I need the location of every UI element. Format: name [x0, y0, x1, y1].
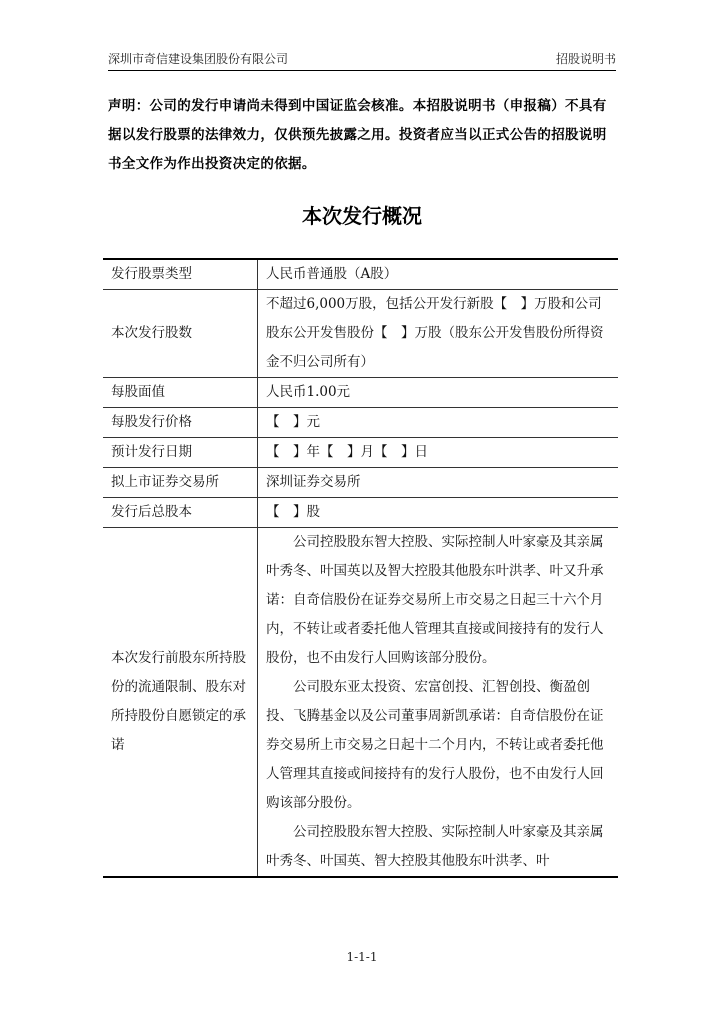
- table-row: [103, 259, 618, 290]
- row-label: 每股发行价格: [103, 408, 258, 438]
- table-row: [103, 468, 618, 498]
- lockup-paragraph: 公司控股股东智大控股、实际控制人叶家豪及其亲属叶秀冬、叶国英、智大控股其他股东叶洪孝、叶: [266, 824, 604, 869]
- row-value: 【 】年【 】月【 】日: [258, 438, 619, 468]
- row-value: 深圳证券交易所: [258, 468, 619, 498]
- row-value: 人民币普通股（A股）: [258, 259, 619, 290]
- lockup-paragraph: 公司股东亚太投资、宏富创投、汇智创投、衡盈创投、飞腾基金以及公司董事周新凯承诺：自奇信股份在证券交易所上市交易之日起十二个月内，不转让或者委托他人管理其直接或间接持有的发行人股份，也不由发行人回购该部分股份。: [266, 679, 604, 811]
- row-value: 人民币1.00元: [258, 378, 619, 408]
- table-row: [103, 498, 618, 528]
- header-company-name: 深圳市奇信建设集团股份有限公司: [108, 52, 289, 66]
- table-row: [103, 378, 618, 408]
- row-value: 不超过6,000万股，包括公开发行新股【 】万股和公司股东公开发售股份【 】万股（股东公开发售股份所得资金不归公司所有）: [258, 290, 619, 378]
- row-label: 每股面值: [103, 378, 258, 408]
- row-label: 发行后总股本: [103, 498, 258, 528]
- lockup-label: 本次发行前股东所持股份的流通限制、股东对所持股份自愿锁定的承诺: [103, 528, 258, 878]
- header-divider: [108, 70, 616, 71]
- page-title: 本次发行概况: [302, 204, 422, 228]
- row-label: 本次发行股数: [103, 290, 258, 378]
- disclaimer-statement: 声明：公司的发行申请尚未得到中国证监会核准。本招股说明书（申报稿）不具有据以发行股票的法律效力，仅供预先披露之用。投资者应当以正式公告的招股说明书全文作为作出投资决定的依据。: [108, 98, 607, 172]
- offering-overview-table: [103, 258, 618, 878]
- row-value: 【 】股: [258, 498, 619, 528]
- page-number: 1-1-1: [346, 950, 378, 964]
- row-value: 【 】元: [258, 408, 619, 438]
- table-row: [103, 408, 618, 438]
- lockup-paragraph: 公司控股股东智大控股、实际控制人叶家豪及其亲属叶秀冬、叶国英以及智大控股其他股东叶洪孝、叶又升承诺：自奇信股份在证券交易所上市交易之日起三十六个月内，不转让或者委托他人管理其直接或间接持有的发行人股份，也不由发行人回购该部分股份。: [266, 534, 604, 666]
- row-label: 拟上市证券交易所: [103, 468, 258, 498]
- row-label: 发行股票类型: [103, 259, 258, 290]
- lockup-value: [258, 528, 619, 878]
- header-document-type: 招股说明书: [555, 52, 616, 66]
- row-label: 预计发行日期: [103, 438, 258, 468]
- table-row: [103, 290, 618, 378]
- table-row: [103, 438, 618, 468]
- table-row-lockup-commitment: [103, 528, 618, 878]
- page-header: [108, 50, 616, 70]
